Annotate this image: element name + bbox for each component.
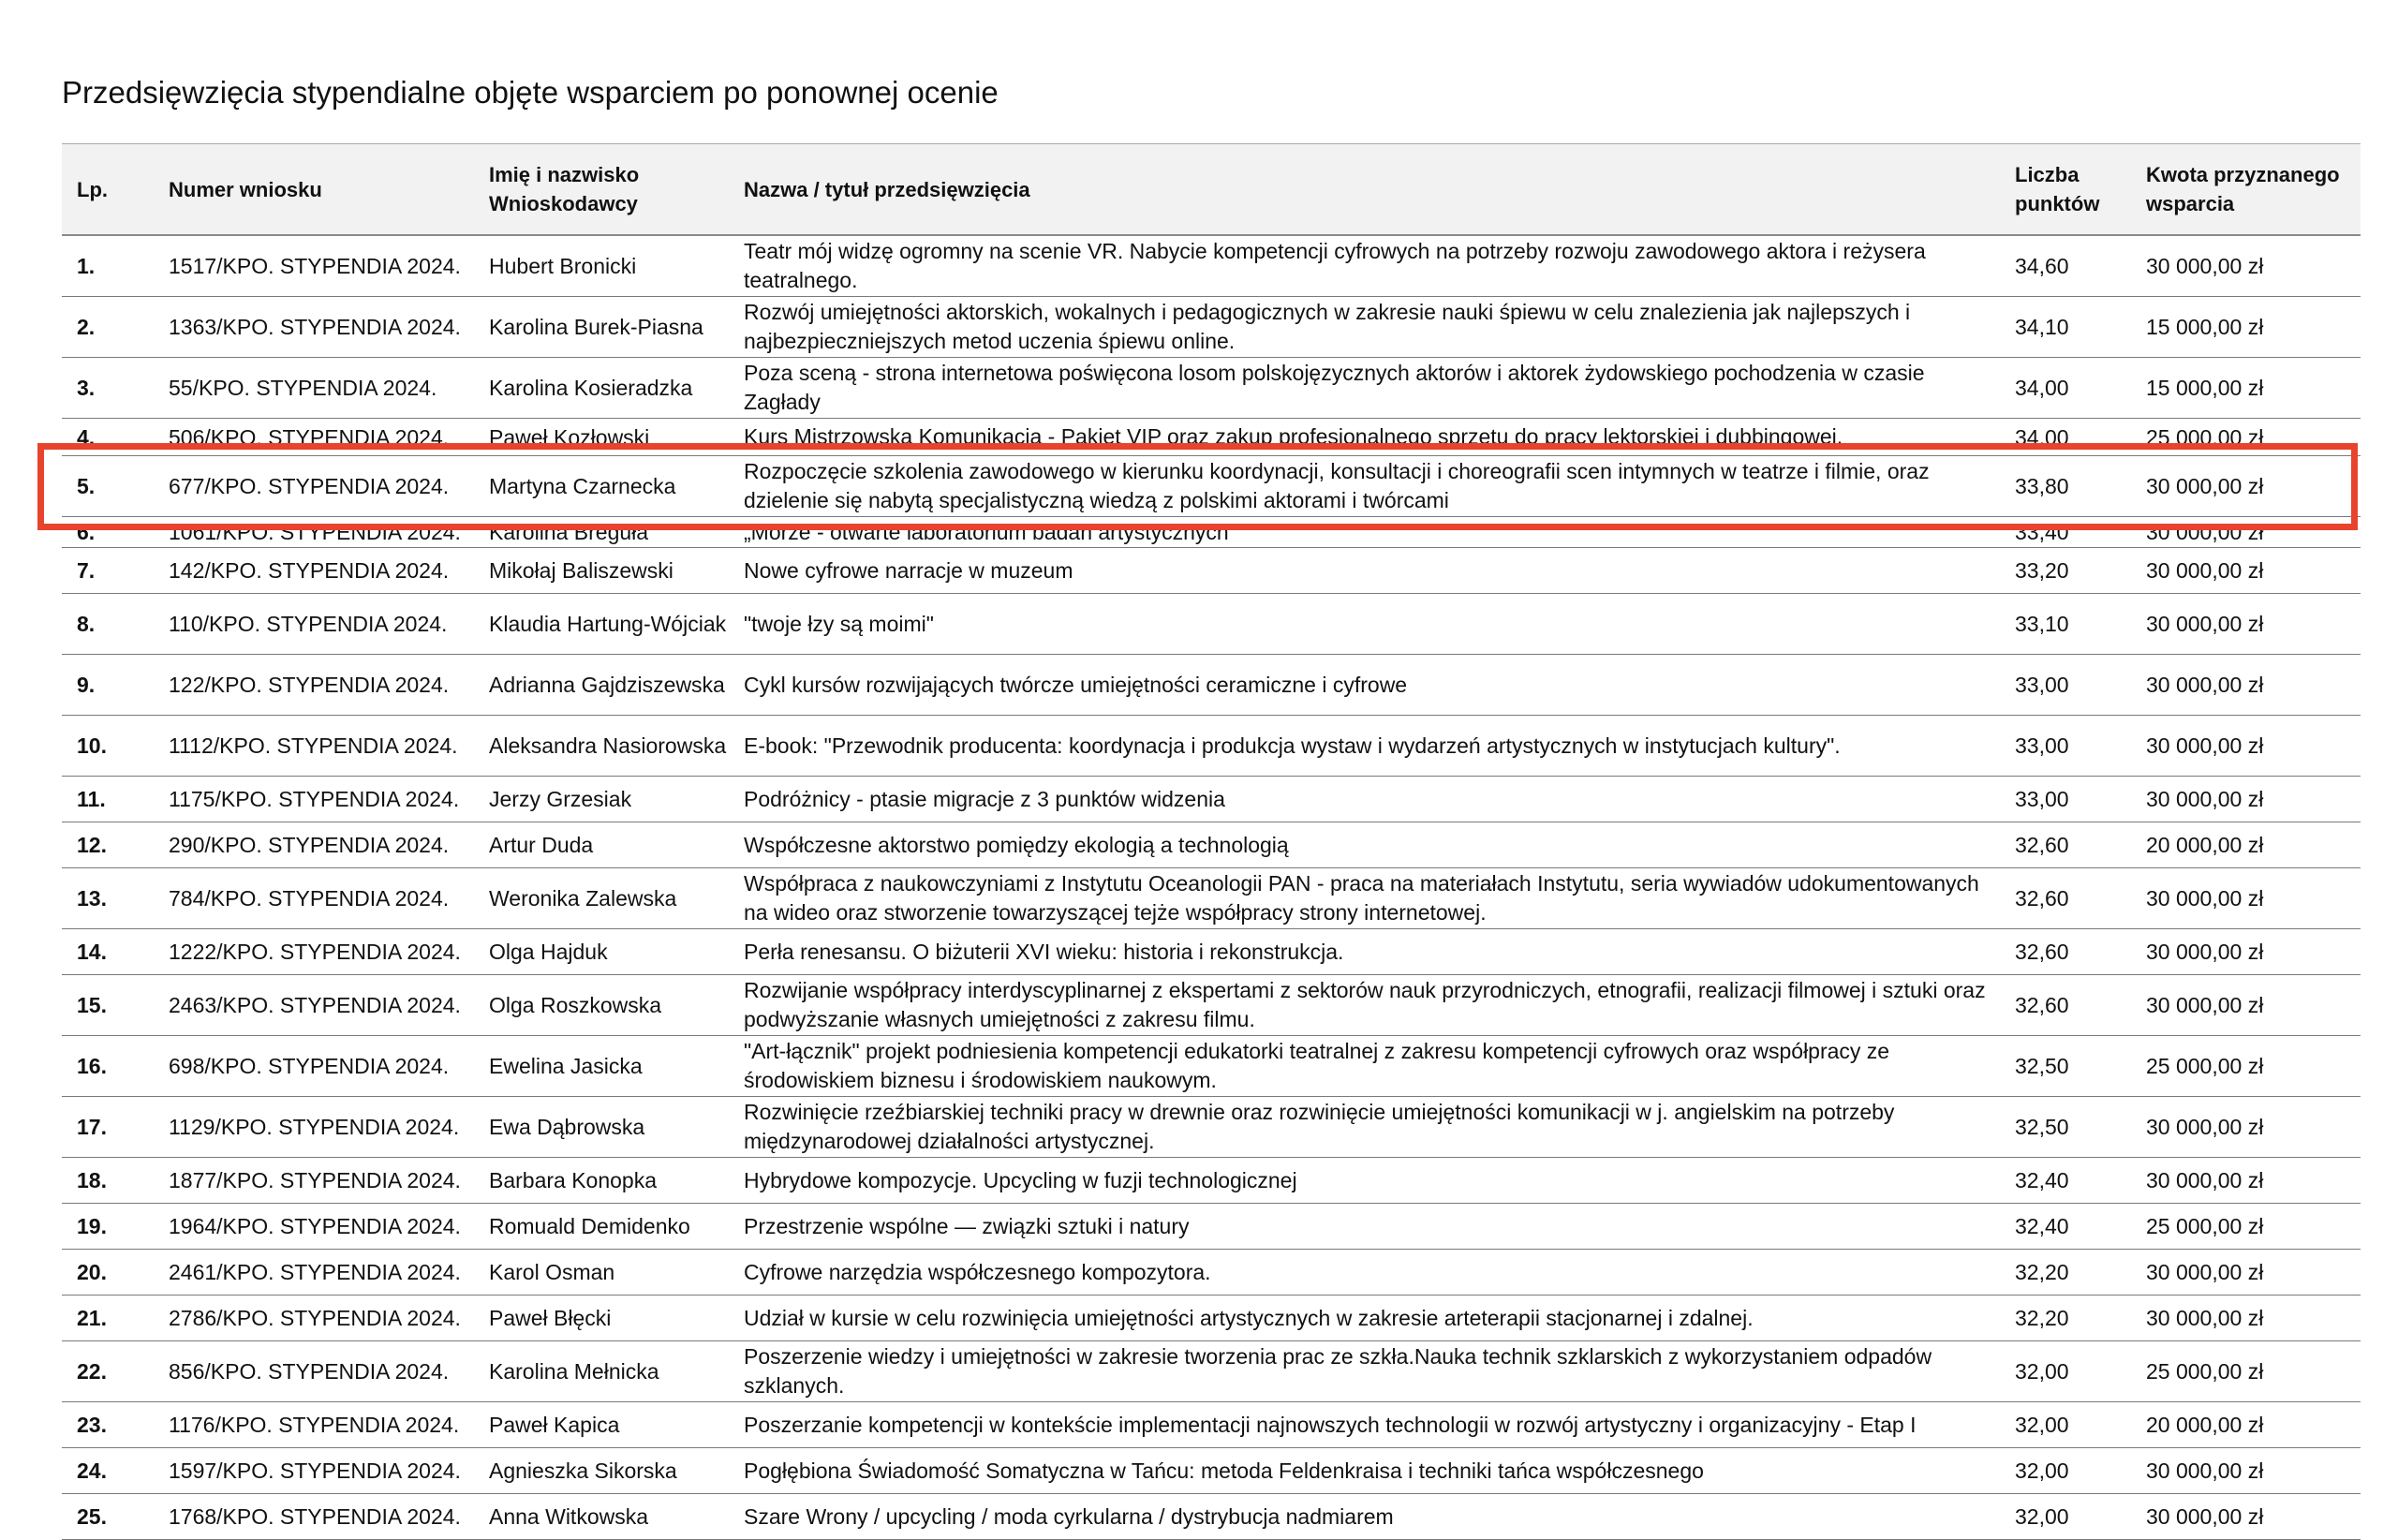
cell-numer-wniosku: 2786/KPO. STYPENDIA 2024.	[163, 1296, 483, 1341]
cell-nazwa-tytul: Cykl kursów rozwijających twórcze umiejętności ceramiczne i cyfrowe	[738, 655, 2009, 716]
cell-kwota-wsparcia: 30 000,00 zł	[2140, 655, 2361, 716]
table-row	[62, 716, 2361, 777]
cell-imie-nazwisko: Aleksandra Nasiorowska	[483, 716, 738, 777]
cell-lp: 9.	[62, 655, 163, 716]
cell-numer-wniosku: 698/KPO. STYPENDIA 2024.	[163, 1036, 483, 1097]
cell-imie-nazwisko: Paweł Kozłowski	[483, 419, 738, 456]
cell-nazwa-tytul: Szare Wrony / upcycling / moda cyrkularna / dystrybucja nadmiarem	[738, 1494, 2009, 1540]
cell-numer-wniosku: 1222/KPO. STYPENDIA 2024.	[163, 929, 483, 975]
header-nazwa-tytul: Nazwa / tytuł przedsięwzięcia	[738, 144, 2009, 236]
cell-nazwa-tytul: E-book: "Przewodnik producenta: koordynacja i produkcja wystaw i wydarzeń artystycznych w instytucjach kultury".	[738, 716, 2009, 777]
cell-nazwa-tytul: Pogłębiona Świadomość Somatyczna w Tańcu: metoda Feldenkraisa i techniki tańca współczesnego	[738, 1448, 2009, 1494]
scholarship-table-container	[62, 143, 2361, 1540]
cell-kwota-wsparcia: 30 000,00 zł	[2140, 594, 2361, 655]
cell-liczba-punktow: 33,10	[2009, 594, 2140, 655]
cell-numer-wniosku: 122/KPO. STYPENDIA 2024.	[163, 655, 483, 716]
cell-liczba-punktow: 33,80	[2009, 456, 2140, 517]
cell-kwota-wsparcia: 30 000,00 zł	[2140, 456, 2361, 517]
cell-imie-nazwisko: Romuald Demidenko	[483, 1204, 738, 1250]
cell-liczba-punktow: 32,60	[2009, 929, 2140, 975]
table-row	[62, 594, 2361, 655]
cell-nazwa-tytul: Kurs Mistrzowska Komunikacja - Pakiet VIP oraz zakup profesjonalnego sprzętu do pracy lektorskiej i dubbingowej.	[738, 419, 2009, 456]
table-row	[62, 975, 2361, 1036]
header-numer-wniosku: Numer wniosku	[163, 144, 483, 236]
cell-nazwa-tytul: „Morze - otwarte laboratorium badań artystycznych”	[738, 517, 2009, 548]
cell-imie-nazwisko: Martyna Czarnecka	[483, 456, 738, 517]
table-row	[62, 456, 2361, 517]
cell-lp: 20.	[62, 1250, 163, 1296]
cell-nazwa-tytul: "Art-łącznik" projekt podniesienia kompetencji edukatorki teatralnej z zakresu kompetencji cyfrowych oraz współpracy ze środowiskiem biznesu i środowiskiem naukowym.	[738, 1036, 2009, 1097]
table-row	[62, 358, 2361, 419]
cell-liczba-punktow: 32,60	[2009, 868, 2140, 929]
cell-nazwa-tytul: "twoje łzy są moimi"	[738, 594, 2009, 655]
cell-liczba-punktow: 32,60	[2009, 975, 2140, 1036]
cell-nazwa-tytul: Podróżnicy - ptasie migracje z 3 punktów widzenia	[738, 777, 2009, 822]
cell-imie-nazwisko: Anna Witkowska	[483, 1494, 738, 1540]
cell-liczba-punktow: 33,20	[2009, 548, 2140, 594]
cell-liczba-punktow: 32,00	[2009, 1402, 2140, 1448]
cell-lp: 2.	[62, 297, 163, 358]
cell-liczba-punktow: 33,00	[2009, 777, 2140, 822]
table-row	[62, 419, 2361, 456]
cell-kwota-wsparcia: 30 000,00 zł	[2140, 1494, 2361, 1540]
cell-numer-wniosku: 1112/KPO. STYPENDIA 2024.	[163, 716, 483, 777]
cell-lp: 3.	[62, 358, 163, 419]
cell-imie-nazwisko: Karol Osman	[483, 1250, 738, 1296]
cell-lp: 19.	[62, 1204, 163, 1250]
cell-lp: 15.	[62, 975, 163, 1036]
cell-kwota-wsparcia: 30 000,00 zł	[2140, 1448, 2361, 1494]
cell-kwota-wsparcia: 20 000,00 zł	[2140, 822, 2361, 868]
table-body	[62, 235, 2361, 1540]
cell-imie-nazwisko: Olga Roszkowska	[483, 975, 738, 1036]
cell-liczba-punktow: 34,00	[2009, 419, 2140, 456]
cell-nazwa-tytul: Udział w kursie w celu rozwinięcia umiejętności artystycznych w zakresie arteterapii stacjonarnej i zdalnej.	[738, 1296, 2009, 1341]
cell-numer-wniosku: 1363/KPO. STYPENDIA 2024.	[163, 297, 483, 358]
cell-imie-nazwisko: Ewelina Jasicka	[483, 1036, 738, 1097]
cell-numer-wniosku: 2463/KPO. STYPENDIA 2024.	[163, 975, 483, 1036]
cell-numer-wniosku: 856/KPO. STYPENDIA 2024.	[163, 1341, 483, 1402]
cell-kwota-wsparcia: 30 000,00 zł	[2140, 1296, 2361, 1341]
cell-numer-wniosku: 1176/KPO. STYPENDIA 2024.	[163, 1402, 483, 1448]
cell-liczba-punktow: 32,00	[2009, 1448, 2140, 1494]
cell-nazwa-tytul: Cyfrowe narzędzia współczesnego kompozytora.	[738, 1250, 2009, 1296]
cell-liczba-punktow: 32,50	[2009, 1097, 2140, 1158]
table-row	[62, 1204, 2361, 1250]
cell-kwota-wsparcia: 30 000,00 zł	[2140, 1158, 2361, 1204]
cell-nazwa-tytul: Perła renesansu. O biżuterii XVI wieku: historia i rekonstrukcja.	[738, 929, 2009, 975]
cell-imie-nazwisko: Olga Hajduk	[483, 929, 738, 975]
cell-kwota-wsparcia: 30 000,00 zł	[2140, 235, 2361, 297]
cell-liczba-punktow: 32,20	[2009, 1296, 2140, 1341]
cell-kwota-wsparcia: 25 000,00 zł	[2140, 419, 2361, 456]
table-row	[62, 297, 2361, 358]
header-kwota-wsparcia: Kwota przyznanego wsparcia	[2140, 144, 2361, 236]
cell-kwota-wsparcia: 30 000,00 zł	[2140, 929, 2361, 975]
cell-kwota-wsparcia: 25 000,00 zł	[2140, 1341, 2361, 1402]
cell-numer-wniosku: 1768/KPO. STYPENDIA 2024.	[163, 1494, 483, 1540]
table-row	[62, 1158, 2361, 1204]
cell-lp: 16.	[62, 1036, 163, 1097]
table-row	[62, 1402, 2361, 1448]
cell-lp: 13.	[62, 868, 163, 929]
cell-lp: 18.	[62, 1158, 163, 1204]
cell-lp: 11.	[62, 777, 163, 822]
cell-nazwa-tytul: Przestrzenie wspólne — związki sztuki i natury	[738, 1204, 2009, 1250]
cell-nazwa-tytul: Poza sceną - strona internetowa poświęcona losom polskojęzycznych aktorów i aktorek żydowskiego pochodzenia w czasie Zagłady	[738, 358, 2009, 419]
cell-liczba-punktow: 33,00	[2009, 716, 2140, 777]
cell-imie-nazwisko: Paweł Kapica	[483, 1402, 738, 1448]
cell-numer-wniosku: 677/KPO. STYPENDIA 2024.	[163, 456, 483, 517]
cell-kwota-wsparcia: 30 000,00 zł	[2140, 548, 2361, 594]
cell-nazwa-tytul: Nowe cyfrowe narracje w muzeum	[738, 548, 2009, 594]
cell-lp: 17.	[62, 1097, 163, 1158]
cell-nazwa-tytul: Współpraca z naukowczyniami z Instytutu Oceanologii PAN - praca na materiałach Instytutu, seria wywiadów udokumentowanych na wideo oraz stworzenie towarzyszącej tejże współpracy strony internetowej.	[738, 868, 2009, 929]
cell-imie-nazwisko: Ewa Dąbrowska	[483, 1097, 738, 1158]
cell-nazwa-tytul: Hybrydowe kompozycje. Upcycling w fuzji technologicznej	[738, 1158, 2009, 1204]
table-row	[62, 1494, 2361, 1540]
cell-numer-wniosku: 290/KPO. STYPENDIA 2024.	[163, 822, 483, 868]
cell-imie-nazwisko: Artur Duda	[483, 822, 738, 868]
cell-imie-nazwisko: Adrianna Gajdziszewska	[483, 655, 738, 716]
cell-imie-nazwisko: Klaudia Hartung-Wójciak	[483, 594, 738, 655]
cell-lp: 7.	[62, 548, 163, 594]
cell-liczba-punktow: 32,50	[2009, 1036, 2140, 1097]
cell-imie-nazwisko: Karolina Mełnicka	[483, 1341, 738, 1402]
cell-kwota-wsparcia: 15 000,00 zł	[2140, 297, 2361, 358]
cell-liczba-punktow: 34,60	[2009, 235, 2140, 297]
cell-kwota-wsparcia: 30 000,00 zł	[2140, 777, 2361, 822]
cell-imie-nazwisko: Weronika Zalewska	[483, 868, 738, 929]
cell-lp: 8.	[62, 594, 163, 655]
cell-kwota-wsparcia: 25 000,00 zł	[2140, 1036, 2361, 1097]
cell-liczba-punktow: 33,40	[2009, 517, 2140, 548]
cell-imie-nazwisko: Karolina Kosieradzka	[483, 358, 738, 419]
cell-numer-wniosku: 1517/KPO. STYPENDIA 2024.	[163, 235, 483, 297]
header-row	[62, 144, 2361, 236]
cell-numer-wniosku: 506/KPO. STYPENDIA 2024.	[163, 419, 483, 456]
cell-lp: 12.	[62, 822, 163, 868]
table-row	[62, 868, 2361, 929]
cell-lp: 10.	[62, 716, 163, 777]
cell-lp: 6.	[62, 517, 163, 548]
page-title: Przedsięwzięcia stypendialne objęte wsparciem po ponownej ocenie	[62, 75, 999, 110]
cell-kwota-wsparcia: 25 000,00 zł	[2140, 1204, 2361, 1250]
cell-liczba-punktow: 32,60	[2009, 822, 2140, 868]
cell-numer-wniosku: 1175/KPO. STYPENDIA 2024.	[163, 777, 483, 822]
cell-nazwa-tytul: Teatr mój widzę ogromny na scenie VR. Nabycie kompetencji cyfrowych na potrzeby rozwoju zawodowego aktora i reżysera teatralnego.	[738, 235, 2009, 297]
cell-nazwa-tytul: Rozwinięcie rzeźbiarskiej techniki pracy w drewnie oraz rozwinięcie umiejętności komunikacji w j. angielskim na potrzeby międzynarodowej działalności artystycznej.	[738, 1097, 2009, 1158]
table-row	[62, 1341, 2361, 1402]
cell-imie-nazwisko: Mikołaj Baliszewski	[483, 548, 738, 594]
cell-numer-wniosku: 1129/KPO. STYPENDIA 2024.	[163, 1097, 483, 1158]
cell-numer-wniosku: 1877/KPO. STYPENDIA 2024.	[163, 1158, 483, 1204]
cell-nazwa-tytul: Rozwój umiejętności aktorskich, wokalnych i pedagogicznych w zakresie nauki śpiewu w celu znalezienia jak najlepszych i najbezpieczniejszych metod uczenia śpiewu online.	[738, 297, 2009, 358]
table-row	[62, 929, 2361, 975]
cell-imie-nazwisko: Agnieszka Sikorska	[483, 1448, 738, 1494]
cell-nazwa-tytul: Współczesne aktorstwo pomiędzy ekologią a technologią	[738, 822, 2009, 868]
cell-numer-wniosku: 1964/KPO. STYPENDIA 2024.	[163, 1204, 483, 1250]
cell-liczba-punktow: 32,20	[2009, 1250, 2140, 1296]
cell-imie-nazwisko: Jerzy Grzesiak	[483, 777, 738, 822]
table-row	[62, 822, 2361, 868]
scholarship-table	[62, 143, 2361, 1540]
cell-liczba-punktow: 33,00	[2009, 655, 2140, 716]
cell-numer-wniosku: 1597/KPO. STYPENDIA 2024.	[163, 1448, 483, 1494]
cell-kwota-wsparcia: 30 000,00 zł	[2140, 1250, 2361, 1296]
cell-liczba-punktow: 32,00	[2009, 1341, 2140, 1402]
cell-lp: 14.	[62, 929, 163, 975]
cell-kwota-wsparcia: 30 000,00 zł	[2140, 1097, 2361, 1158]
table-header	[62, 144, 2361, 236]
cell-numer-wniosku: 2461/KPO. STYPENDIA 2024.	[163, 1250, 483, 1296]
cell-lp: 5.	[62, 456, 163, 517]
cell-lp: 22.	[62, 1341, 163, 1402]
table-row	[62, 777, 2361, 822]
cell-liczba-punktow: 32,40	[2009, 1158, 2140, 1204]
cell-nazwa-tytul: Poszerzenie wiedzy i umiejętności w zakresie tworzenia prac ze szkła.Nauka technik szklarskich z wykorzystaniem odpadów szklanych.	[738, 1341, 2009, 1402]
cell-liczba-punktow: 34,00	[2009, 358, 2140, 419]
cell-kwota-wsparcia: 30 000,00 zł	[2140, 517, 2361, 548]
cell-imie-nazwisko: Karolina Breguła	[483, 517, 738, 548]
cell-nazwa-tytul: Rozwijanie współpracy interdyscyplinarnej z ekspertami z sektorów nauk przyrodniczych, etnografii, realizacji filmowej i sztuki oraz podwyższanie własnych umiejętności z zakresu filmu.	[738, 975, 2009, 1036]
table-row	[62, 1036, 2361, 1097]
header-imie-nazwisko: Imię i nazwisko Wnioskodawcy	[483, 144, 738, 236]
cell-imie-nazwisko: Paweł Błęcki	[483, 1296, 738, 1341]
cell-numer-wniosku: 110/KPO. STYPENDIA 2024.	[163, 594, 483, 655]
cell-nazwa-tytul: Poszerzanie kompetencji w kontekście implementacji najnowszych technologii w rozwój artystyczny i organizacyjny - Etap I	[738, 1402, 2009, 1448]
cell-numer-wniosku: 142/KPO. STYPENDIA 2024.	[163, 548, 483, 594]
table-row	[62, 235, 2361, 297]
cell-kwota-wsparcia: 30 000,00 zł	[2140, 868, 2361, 929]
table-row	[62, 517, 2361, 548]
cell-kwota-wsparcia: 15 000,00 zł	[2140, 358, 2361, 419]
cell-kwota-wsparcia: 30 000,00 zł	[2140, 975, 2361, 1036]
table-row	[62, 655, 2361, 716]
cell-kwota-wsparcia: 20 000,00 zł	[2140, 1402, 2361, 1448]
cell-kwota-wsparcia: 30 000,00 zł	[2140, 716, 2361, 777]
cell-lp: 24.	[62, 1448, 163, 1494]
cell-numer-wniosku: 784/KPO. STYPENDIA 2024.	[163, 868, 483, 929]
table-row	[62, 1448, 2361, 1494]
table-row	[62, 1296, 2361, 1341]
cell-lp: 21.	[62, 1296, 163, 1341]
cell-numer-wniosku: 1061/KPO. STYPENDIA 2024.	[163, 517, 483, 548]
cell-lp: 1.	[62, 235, 163, 297]
cell-liczba-punktow: 32,40	[2009, 1204, 2140, 1250]
cell-lp: 23.	[62, 1402, 163, 1448]
cell-imie-nazwisko: Barbara Konopka	[483, 1158, 738, 1204]
cell-lp: 4.	[62, 419, 163, 456]
header-lp: Lp.	[62, 144, 163, 236]
table-row	[62, 1097, 2361, 1158]
cell-imie-nazwisko: Hubert Bronicki	[483, 235, 738, 297]
header-liczba-punktow: Liczba punktów	[2009, 144, 2140, 236]
table-row	[62, 1250, 2361, 1296]
cell-imie-nazwisko: Karolina Burek-Piasna	[483, 297, 738, 358]
cell-liczba-punktow: 34,10	[2009, 297, 2140, 358]
cell-lp: 25.	[62, 1494, 163, 1540]
cell-nazwa-tytul: Rozpoczęcie szkolenia zawodowego w kierunku koordynacji, konsultacji i choreografii scen intymnych w teatrze i filmie, oraz dzielenie się nabytą specjalistyczną wiedzą z polskimi aktorami i twórcami	[738, 456, 2009, 517]
cell-liczba-punktow: 32,00	[2009, 1494, 2140, 1540]
table-row	[62, 548, 2361, 594]
cell-numer-wniosku: 55/KPO. STYPENDIA 2024.	[163, 358, 483, 419]
